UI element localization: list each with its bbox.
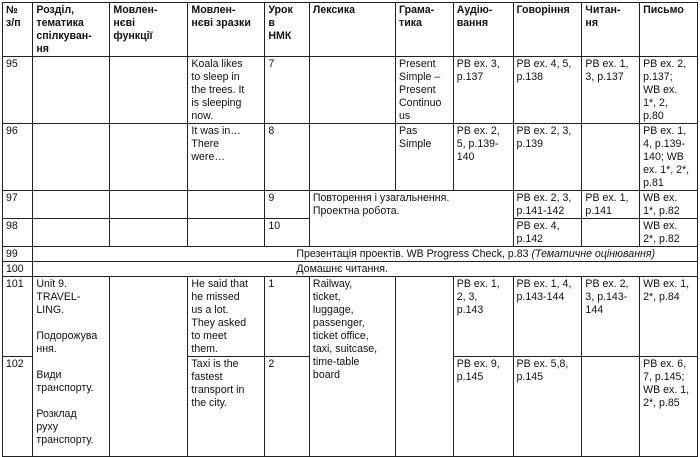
row-num: 100 [3, 262, 33, 277]
row-functions [110, 219, 188, 247]
header-samples: Мовлен- нєві зразки [188, 3, 265, 57]
row-writing: WB ex. 2*, p.82 [640, 219, 698, 247]
row-num: 97 [3, 191, 33, 219]
row-vocab: Railway, ticket, luggage, passenger, ticket office, taxi, suitcase, time-table board [309, 277, 395, 457]
row-samples [188, 191, 265, 219]
row-vocab [309, 124, 395, 191]
row-reading [582, 219, 640, 247]
row-samples: It was in… There were… [188, 124, 265, 191]
row-lesson: 7 [265, 57, 310, 124]
row-samples: Taxi is the fastest transport in the city. [188, 357, 265, 457]
row-num: 95 [3, 57, 33, 124]
row-review-merged: Повторення і узагальнення. Проектна робота. [309, 191, 513, 247]
row-speaking: PB ex. 4, p.142 [513, 219, 582, 247]
row-speaking: PB ex. 1, 4, p.143-144 [513, 277, 582, 357]
row-reading: PB ex. 2, 3, p.143- 144 [582, 277, 640, 357]
row-writing: WB ex. 1*, p.82 [640, 191, 698, 219]
row-speaking: PB ex. 5,8, p.145 [513, 357, 582, 457]
header-functions: Мовлен- нєві функції [110, 3, 188, 57]
row-num: 102 [3, 357, 33, 457]
row-functions [110, 191, 188, 219]
row-vocab [309, 57, 395, 124]
header-row [3, 3, 698, 57]
row-audio: PB ex. 9, p.145 [453, 357, 513, 457]
row-lesson: 8 [265, 124, 310, 191]
row-writing: PB ex. 1, 4, p.139- 140; WB ex. 1*, 2*, p.81 [640, 124, 698, 191]
row-grammar [396, 277, 454, 457]
row-num: 99 [3, 247, 33, 262]
row-samples: Koala likes to sleep in the trees. It is sleeping now. [188, 57, 265, 124]
row-audio: PB ex. 3, p.137 [453, 57, 513, 124]
row-num: 96 [3, 124, 33, 191]
header-speaking: Говоріння [513, 3, 582, 57]
row-functions [110, 124, 188, 191]
home-reading-text: Домашнє читання. [296, 263, 388, 275]
row-lesson: 10 [265, 219, 310, 247]
row-num: 98 [3, 219, 33, 247]
lesson-plan-table [2, 2, 698, 457]
table-row [3, 124, 698, 191]
row-lesson: 2 [265, 357, 310, 457]
row-topic [33, 57, 110, 124]
row-audio: PB ex. 2, 5, p.139- 140 [453, 124, 513, 191]
row-audio: PB ex. 1, 2, 3, p.143 [453, 277, 513, 357]
table-row [3, 191, 698, 219]
table-row [3, 262, 698, 277]
row-reading [582, 124, 640, 191]
row-speaking: PB ex. 2, 3, p.141-142 [513, 191, 582, 219]
header-grammar: Грама- тика [396, 3, 454, 57]
header-audio: Аудію- вання [453, 3, 513, 57]
header-lesson: Урок в НМК [265, 3, 310, 57]
table-row [3, 277, 698, 357]
row-samples [188, 219, 265, 247]
row-speaking: PB ex. 4, 5, p.138 [513, 57, 582, 124]
row-writing: PB ex. 2, p.137; WB ex. 1*, 2, p.80 [640, 57, 698, 124]
presentation-text: Презентація проектів. WB Progress Check, p.83 [296, 248, 532, 260]
row-topic: Unit 9. TRAVEL- LING. Подорожува ння. Види транспорту. Розклад руху транспорту. [33, 277, 110, 457]
header-topic: Розділ, тематика спілкуван- ня [33, 3, 110, 57]
row-functions [110, 277, 188, 457]
row-reading [582, 357, 640, 457]
row-topic [33, 219, 110, 247]
row-home-reading-merged [33, 262, 698, 277]
assessment-note: (Тематичне оцінювання) [531, 248, 656, 260]
row-num: 101 [3, 277, 33, 357]
row-topic [33, 124, 110, 191]
row-reading: PB ex. 1, p.141 [582, 191, 640, 219]
row-writing: WB ex. 1, 2*, p.84 [640, 277, 698, 357]
row-lesson: 1 [265, 277, 310, 357]
row-lesson: 9 [265, 191, 310, 219]
row-presentation-merged [33, 247, 698, 262]
header-num: № з/п [3, 3, 33, 57]
row-samples: He said that he missed us a lot. They asked to meet them. [188, 277, 265, 357]
row-writing: PB ex. 6, 7, p.145; WB ex. 1, 2*, p.85 [640, 357, 698, 457]
table-row [3, 247, 698, 262]
row-reading: PB ex. 1, 3, p.137 [582, 57, 640, 124]
row-speaking: PB ex. 2, 3, p.139 [513, 124, 582, 191]
row-topic [33, 191, 110, 219]
row-grammar: Pas Simple [396, 124, 454, 191]
row-grammar: Present Simple – Present Continuo us [396, 57, 454, 124]
header-writing: Письмо [640, 3, 698, 57]
table-row [3, 57, 698, 124]
header-reading: Читан- ня [582, 3, 640, 57]
header-vocab: Лексика [309, 3, 395, 57]
row-functions [110, 57, 188, 124]
